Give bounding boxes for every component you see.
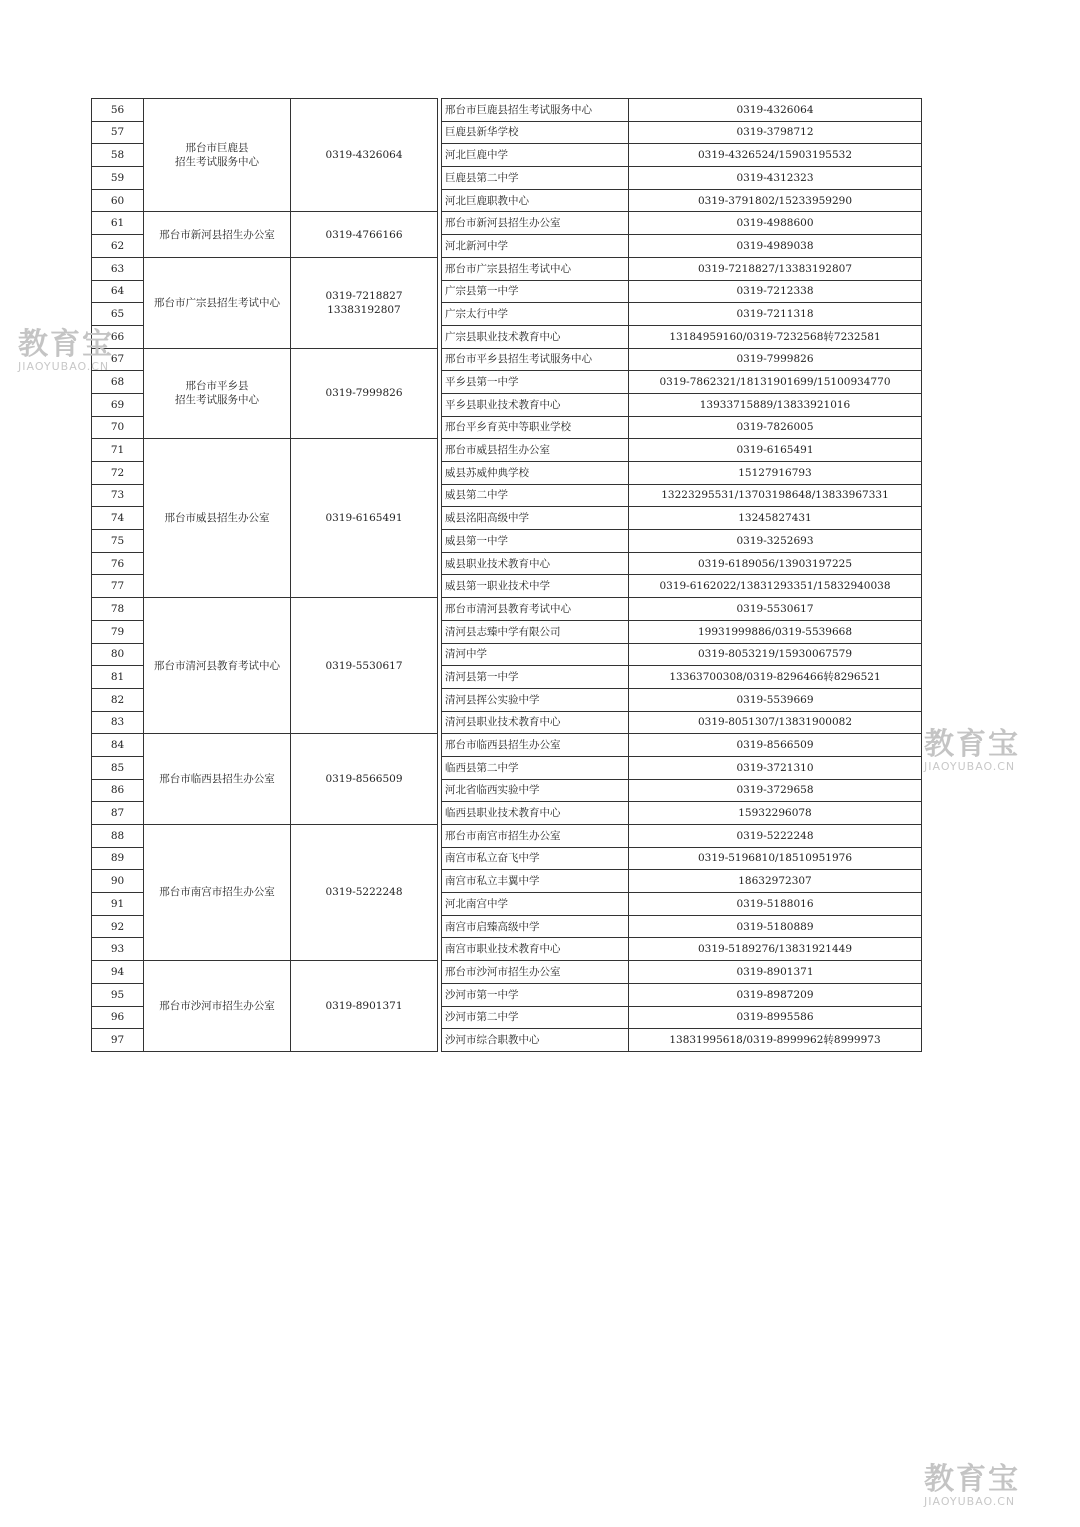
school-phone: 13184959160/0319-7232568转7232581: [629, 325, 922, 348]
office-phone: 0319-8901371: [291, 961, 438, 1052]
table-row: [92, 734, 922, 757]
school-phone: 0319-3791802/15233959290: [629, 189, 922, 212]
office-name: 邢台市沙河市招生办公室: [144, 961, 291, 1052]
school-phone: 0319-8566509: [629, 734, 922, 757]
school-phone: 0319-3721310: [629, 756, 922, 779]
row-number: 84: [92, 734, 144, 757]
watermark-domain: JIAOYUBAO.CN: [18, 360, 110, 373]
row-number: 86: [92, 779, 144, 802]
row-number: 64: [92, 280, 144, 303]
school-name: 威县第一中学: [442, 530, 629, 553]
row-number: 96: [92, 1006, 144, 1029]
row-number: 73: [92, 484, 144, 507]
school-phone: 0319-7862321/18131901699/15100934770: [629, 371, 922, 394]
row-number: 75: [92, 530, 144, 553]
school-phone: 15932296078: [629, 802, 922, 825]
school-name: 邢台市新河县招生办公室: [442, 212, 629, 235]
school-phone: 13831995618/0319-8999962转8999973: [629, 1029, 922, 1052]
table-row: [92, 348, 922, 371]
office-phone: 0319-4766166: [291, 212, 438, 257]
row-number: 89: [92, 847, 144, 870]
row-number: 94: [92, 961, 144, 984]
office-phone: 0319-5530617: [291, 598, 438, 734]
school-phone: 19931999886/0319-5539668: [629, 620, 922, 643]
row-number: 56: [92, 99, 144, 122]
school-name: 邢台市平乡县招生考试服务中心: [442, 348, 629, 371]
school-name: 清河县志臻中学有限公司: [442, 620, 629, 643]
school-phone: 0319-8053219/15930067579: [629, 643, 922, 666]
school-name: 邢台市广宗县招生考试中心: [442, 257, 629, 280]
row-number: 95: [92, 983, 144, 1006]
school-name: 威县苏威仲典学校: [442, 462, 629, 485]
row-number: 71: [92, 439, 144, 462]
school-name: 威县职业技术教育中心: [442, 552, 629, 575]
office-name: 邢台市新河县招生办公室: [144, 212, 291, 257]
row-number: 88: [92, 825, 144, 848]
school-phone: 0319-6189056/13903197225: [629, 552, 922, 575]
watermark-domain: JIAOYUBAO.CN: [924, 1495, 1016, 1508]
school-name: 邢台市南宫市招生办公室: [442, 825, 629, 848]
office-phone: 0319-4326064: [291, 99, 438, 212]
row-number: 78: [92, 598, 144, 621]
school-phone: 13223295531/13703198648/13833967331: [629, 484, 922, 507]
school-name: 威县第二中学: [442, 484, 629, 507]
row-number: 66: [92, 325, 144, 348]
school-phone: 0319-7211318: [629, 303, 922, 326]
school-phone: 0319-5222248: [629, 825, 922, 848]
office-phone: 0319-5222248: [291, 825, 438, 961]
school-phone: 0319-4312323: [629, 167, 922, 190]
school-phone: 0319-5539669: [629, 688, 922, 711]
row-number: 67: [92, 348, 144, 371]
contact-table-body: [92, 99, 922, 1052]
school-name: 邢台市沙河市招生办公室: [442, 961, 629, 984]
row-number: 81: [92, 666, 144, 689]
school-name: 临西县职业技术教育中心: [442, 802, 629, 825]
row-number: 80: [92, 643, 144, 666]
row-number: 77: [92, 575, 144, 598]
school-name: 邢台市临西县招生办公室: [442, 734, 629, 757]
school-name: 河北新河中学: [442, 235, 629, 258]
school-phone: 18632972307: [629, 870, 922, 893]
school-name: 南宫市职业技术教育中心: [442, 938, 629, 961]
school-phone: 0319-4988600: [629, 212, 922, 235]
office-name: 邢台市临西县招生办公室: [144, 734, 291, 825]
office-phone: 0319-8566509: [291, 734, 438, 825]
row-number: 87: [92, 802, 144, 825]
school-phone: 0319-8995586: [629, 1006, 922, 1029]
school-name: 巨鹿县第二中学: [442, 167, 629, 190]
school-name: 南宫市私立丰翼中学: [442, 870, 629, 893]
table-row: [92, 212, 922, 235]
school-phone: 15127916793: [629, 462, 922, 485]
school-name: 清河县职业技术教育中心: [442, 711, 629, 734]
school-phone: 0319-3798712: [629, 121, 922, 144]
row-number: 90: [92, 870, 144, 893]
school-name: 威县第一职业技术中学: [442, 575, 629, 598]
school-name: 河北巨鹿中学: [442, 144, 629, 167]
school-phone: 0319-8901371: [629, 961, 922, 984]
row-number: 83: [92, 711, 144, 734]
watermark-domain: JIAOYUBAO.CN: [924, 760, 1016, 773]
row-number: 68: [92, 371, 144, 394]
school-name: 广宗县职业技术教育中心: [442, 325, 629, 348]
school-name: 河北巨鹿职教中心: [442, 189, 629, 212]
row-number: 70: [92, 416, 144, 439]
row-number: 60: [92, 189, 144, 212]
row-number: 79: [92, 620, 144, 643]
table-row: [92, 439, 922, 462]
school-phone: 0319-3252693: [629, 530, 922, 553]
watermark-logo-text: 教育宝: [924, 727, 1020, 762]
row-number: 65: [92, 303, 144, 326]
school-phone: 0319-7218827/13383192807: [629, 257, 922, 280]
school-name: 南宫市私立奋飞中学: [442, 847, 629, 870]
row-number: 63: [92, 257, 144, 280]
office-phone: 0319-7999826: [291, 348, 438, 439]
row-number: 85: [92, 756, 144, 779]
watermark: [924, 1462, 1020, 1508]
school-phone: 0319-8987209: [629, 983, 922, 1006]
school-phone: 0319-5180889: [629, 915, 922, 938]
school-name: 平乡县职业技术教育中心: [442, 393, 629, 416]
school-name: 沙河市第一中学: [442, 983, 629, 1006]
school-phone: 0319-4326524/15903195532: [629, 144, 922, 167]
office-phone: 0319-6165491: [291, 439, 438, 598]
school-phone: 0319-5188016: [629, 893, 922, 916]
row-number: 93: [92, 938, 144, 961]
row-number: 69: [92, 393, 144, 416]
school-name: 邢台市巨鹿县招生考试服务中心: [442, 99, 629, 122]
school-phone: 0319-6162022/13831293351/15832940038: [629, 575, 922, 598]
school-phone: 0319-8051307/13831900082: [629, 711, 922, 734]
office-phone: 0319-7218827 13383192807: [291, 257, 438, 348]
school-name: 清河县挥公实验中学: [442, 688, 629, 711]
table-row: [92, 825, 922, 848]
school-name: 广宗太行中学: [442, 303, 629, 326]
office-name: 邢台市广宗县招生考试中心: [144, 257, 291, 348]
watermark: [924, 727, 1020, 773]
table-row: [92, 257, 922, 280]
school-name: 邢台市威县招生办公室: [442, 439, 629, 462]
row-number: 59: [92, 167, 144, 190]
row-number: 57: [92, 121, 144, 144]
school-phone: 0319-3729658: [629, 779, 922, 802]
school-name: 河北南宫中学: [442, 893, 629, 916]
school-name: 邢台市清河县教育考试中心: [442, 598, 629, 621]
school-phone: 0319-5189276/13831921449: [629, 938, 922, 961]
school-phone: 0319-4326064: [629, 99, 922, 122]
school-phone: 0319-6165491: [629, 439, 922, 462]
watermark: [18, 327, 114, 373]
school-phone: 13933715889/13833921016: [629, 393, 922, 416]
row-number: 82: [92, 688, 144, 711]
row-number: 76: [92, 552, 144, 575]
school-name: 临西县第二中学: [442, 756, 629, 779]
office-name: 邢台市平乡县 招生考试服务中心: [144, 348, 291, 439]
row-number: 61: [92, 212, 144, 235]
school-phone: 0319-5530617: [629, 598, 922, 621]
school-phone: 0319-5196810/18510951976: [629, 847, 922, 870]
office-name: 邢台市南宫市招生办公室: [144, 825, 291, 961]
school-phone: 13245827431: [629, 507, 922, 530]
school-phone: 0319-7999826: [629, 348, 922, 371]
school-name: 清河中学: [442, 643, 629, 666]
office-name: 邢台市威县招生办公室: [144, 439, 291, 598]
watermark-logo-text: 教育宝: [924, 1462, 1020, 1497]
row-number: 58: [92, 144, 144, 167]
office-name: 邢台市清河县教育考试中心: [144, 598, 291, 734]
row-number: 91: [92, 893, 144, 916]
school-name: 河北省临西实验中学: [442, 779, 629, 802]
school-name: 广宗县第一中学: [442, 280, 629, 303]
school-phone: 13363700308/0319-8296466转8296521: [629, 666, 922, 689]
school-name: 威县洺阳高级中学: [442, 507, 629, 530]
row-number: 92: [92, 915, 144, 938]
school-name: 邢台平乡育英中等职业学校: [442, 416, 629, 439]
row-number: 74: [92, 507, 144, 530]
school-name: 清河县第一中学: [442, 666, 629, 689]
watermark-logo-text: 教育宝: [18, 327, 114, 362]
row-number: 72: [92, 462, 144, 485]
office-name: 邢台市巨鹿县 招生考试服务中心: [144, 99, 291, 212]
school-name: 沙河市第二中学: [442, 1006, 629, 1029]
table-row: [92, 99, 922, 122]
school-name: 巨鹿县新华学校: [442, 121, 629, 144]
school-phone: 0319-7826005: [629, 416, 922, 439]
table-row: [92, 598, 922, 621]
row-number: 97: [92, 1029, 144, 1052]
school-name: 平乡县第一中学: [442, 371, 629, 394]
school-name: 沙河市综合职教中心: [442, 1029, 629, 1052]
school-phone: 0319-7212338: [629, 280, 922, 303]
contact-table: [91, 98, 922, 1052]
school-name: 南宫市启臻高级中学: [442, 915, 629, 938]
table-row: [92, 961, 922, 984]
row-number: 62: [92, 235, 144, 258]
school-phone: 0319-4989038: [629, 235, 922, 258]
